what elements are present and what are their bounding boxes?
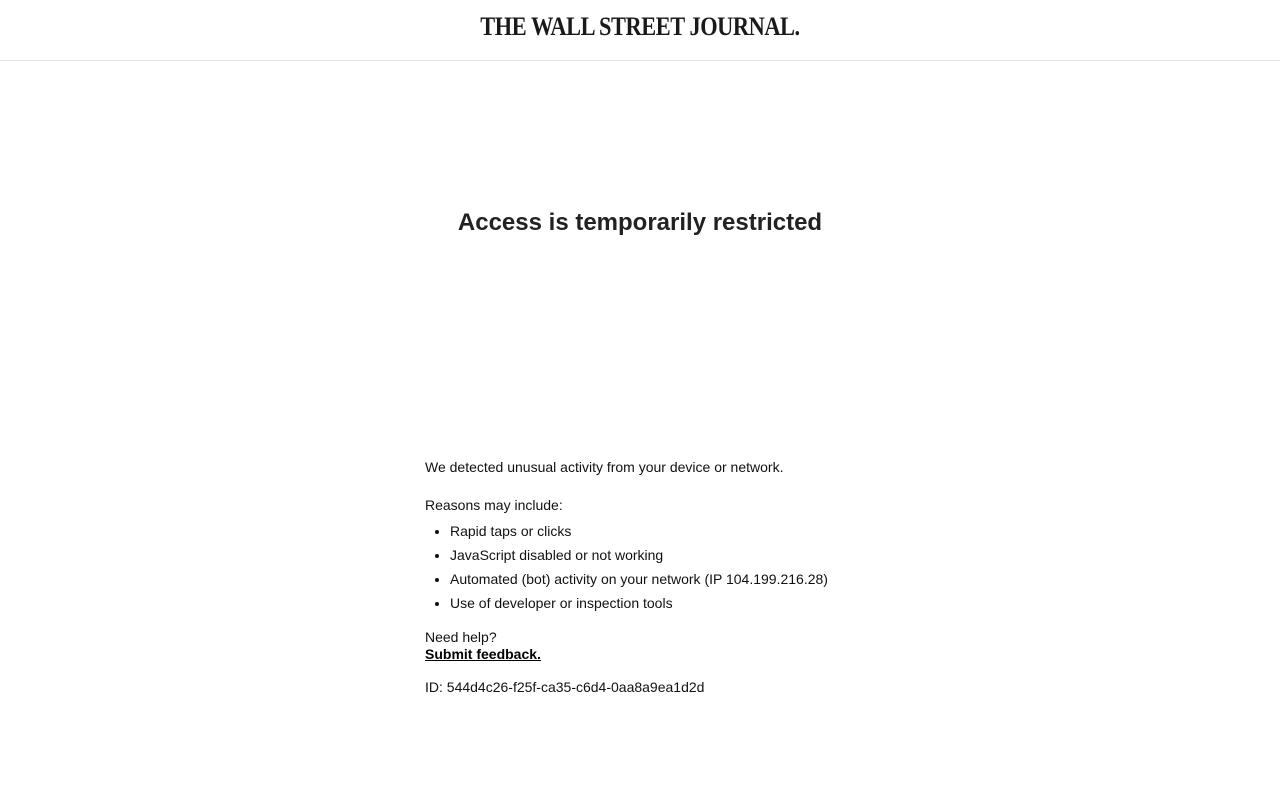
reason-item-dev-tools: • Use of developer or inspection tools xyxy=(450,591,865,615)
reasons-list xyxy=(425,519,865,615)
detected-message: We detected unusual activity from your device or network. xyxy=(425,459,784,475)
wsj-logo[interactable]: THE WALL STREET JOURNAL. xyxy=(480,12,800,41)
site-header xyxy=(0,0,1280,61)
request-id: ID: 544d4c26-f25f-ca35-c6d4-0aa8a9ea1d2d xyxy=(425,679,705,695)
need-help-label: Need help? xyxy=(425,629,497,645)
reason-item-bot-activity: • Automated (bot) activity on your network (IP 104.199.216.28) xyxy=(450,567,865,591)
reason-item-javascript: • JavaScript disabled or not working xyxy=(450,543,865,567)
message-content xyxy=(425,457,865,697)
reason-item-rapid-taps: • Rapid taps or clicks xyxy=(450,519,865,543)
reasons-label: Reasons may include: xyxy=(425,497,563,513)
help-section xyxy=(425,629,865,663)
page-title: Access is temporarily restricted xyxy=(457,209,823,236)
submit-feedback-link[interactable]: Submit feedback. xyxy=(425,646,541,662)
